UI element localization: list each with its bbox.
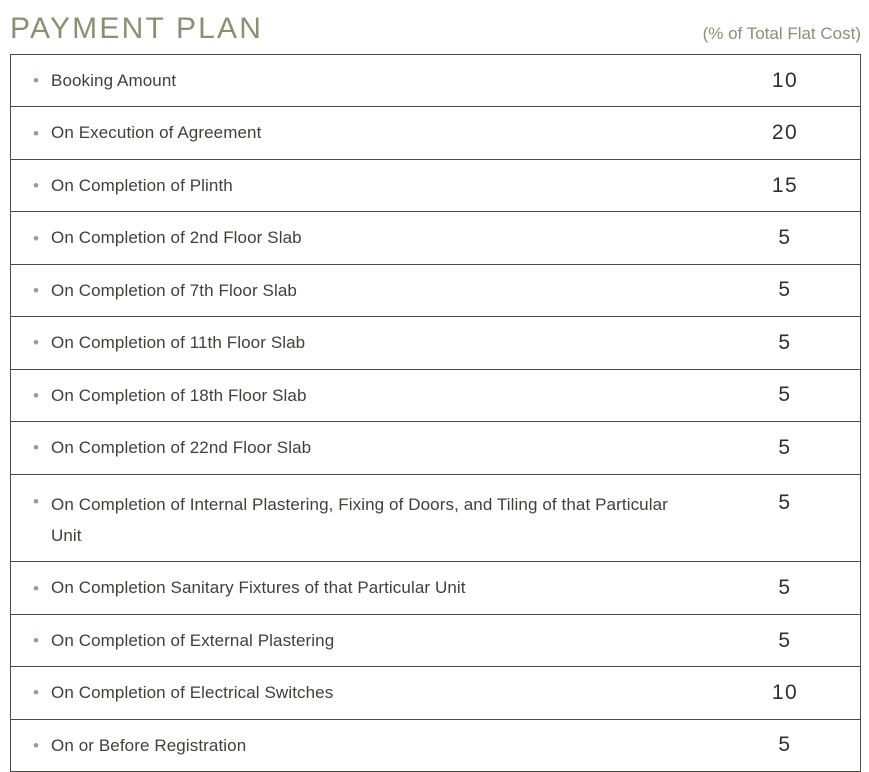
percentage-cell — [710, 160, 860, 211]
milestone-label: On Completion of Internal Plastering, Fixing of Doors, and Tiling of that Particular Unit — [51, 494, 668, 545]
milestone-cell — [11, 160, 710, 211]
percentage-value: 5 — [778, 576, 792, 600]
table-row — [11, 107, 860, 159]
table-row — [11, 667, 860, 719]
milestone-label: On Completion of 22nd Floor Slab — [51, 438, 312, 458]
milestone-label: On Completion of 7th Floor Slab — [51, 280, 297, 300]
bullet-icon: • — [33, 385, 39, 405]
percentage-cell — [710, 370, 860, 421]
milestone-label: On Completion of Plinth — [51, 175, 233, 195]
milestone-cell — [11, 107, 710, 158]
table-row — [11, 615, 860, 667]
milestone-cell — [11, 55, 710, 106]
bullet-icon: • — [33, 71, 39, 91]
percentage-value: 5 — [778, 490, 792, 514]
bullet-icon: • — [33, 578, 39, 598]
percentage-value: 10 — [771, 68, 799, 92]
milestone-label: On Completion Sanitary Fixtures of that Particular Unit — [51, 578, 466, 598]
milestone-cell — [11, 422, 710, 473]
percentage-cell — [710, 615, 860, 666]
bullet-icon: • — [33, 631, 39, 651]
milestone-label: On or Before Registration — [51, 735, 247, 755]
percentage-value: 5 — [778, 278, 792, 302]
milestone-cell — [11, 265, 710, 316]
percentage-value: 5 — [778, 435, 792, 459]
percentage-value: 5 — [778, 226, 792, 250]
percentage-value: 10 — [771, 680, 799, 704]
percentage-value: 15 — [771, 173, 799, 197]
percentage-cell — [710, 265, 860, 316]
milestone-cell — [11, 667, 710, 718]
milestone-label: Booking Amount — [51, 71, 177, 90]
table-row — [11, 370, 860, 422]
milestone-label: On Execution of Agreement — [51, 123, 262, 143]
bullet-icon: • — [33, 176, 39, 196]
bullet-icon: • — [33, 735, 39, 755]
milestone-label: On Completion of Electrical Switches — [51, 683, 334, 703]
table-row — [11, 265, 860, 317]
percentage-cell — [710, 317, 860, 368]
milestone-cell — [11, 317, 710, 368]
percentage-cell — [710, 107, 860, 158]
percentage-value: 20 — [771, 121, 799, 145]
page-title: PAYMENT PLAN — [10, 12, 264, 45]
page-header — [0, 0, 869, 54]
table-row — [11, 317, 860, 369]
table-row — [11, 720, 860, 772]
percentage-value: 5 — [778, 628, 792, 652]
bullet-icon: • — [33, 228, 39, 248]
page-subtitle-note: (% of Total Flat Cost) — [702, 24, 861, 43]
table-row — [11, 475, 860, 563]
milestone-cell — [11, 615, 710, 666]
milestone-label: On Completion of 18th Floor Slab — [51, 385, 307, 405]
bullet-icon: • — [33, 491, 39, 511]
percentage-cell — [710, 422, 860, 473]
bullet-icon: • — [33, 438, 39, 458]
bullet-icon: • — [33, 333, 39, 353]
percentage-cell — [710, 720, 860, 771]
payment-plan-table — [10, 54, 861, 772]
percentage-cell — [710, 55, 860, 106]
percentage-cell — [710, 667, 860, 718]
percentage-cell — [710, 475, 860, 562]
milestone-label: On Completion of External Plastering — [51, 630, 335, 650]
bullet-icon: • — [33, 123, 39, 143]
table-row — [11, 160, 860, 212]
bullet-icon: • — [33, 280, 39, 300]
milestone-label: On Completion of 11th Floor Slab — [51, 333, 306, 353]
milestone-cell — [11, 475, 710, 562]
milestone-cell — [11, 720, 710, 771]
table-row — [11, 212, 860, 264]
milestone-cell — [11, 212, 710, 263]
table-row — [11, 562, 860, 614]
table-row — [11, 55, 860, 107]
percentage-value: 5 — [778, 383, 792, 407]
milestone-cell — [11, 562, 710, 613]
percentage-value: 5 — [778, 733, 792, 757]
percentage-value: 5 — [778, 330, 792, 354]
milestone-label: On Completion of 2nd Floor Slab — [51, 228, 302, 248]
milestone-cell — [11, 370, 710, 421]
percentage-cell — [710, 562, 860, 613]
percentage-cell — [710, 212, 860, 263]
table-row — [11, 422, 860, 474]
bullet-icon: • — [33, 683, 39, 703]
